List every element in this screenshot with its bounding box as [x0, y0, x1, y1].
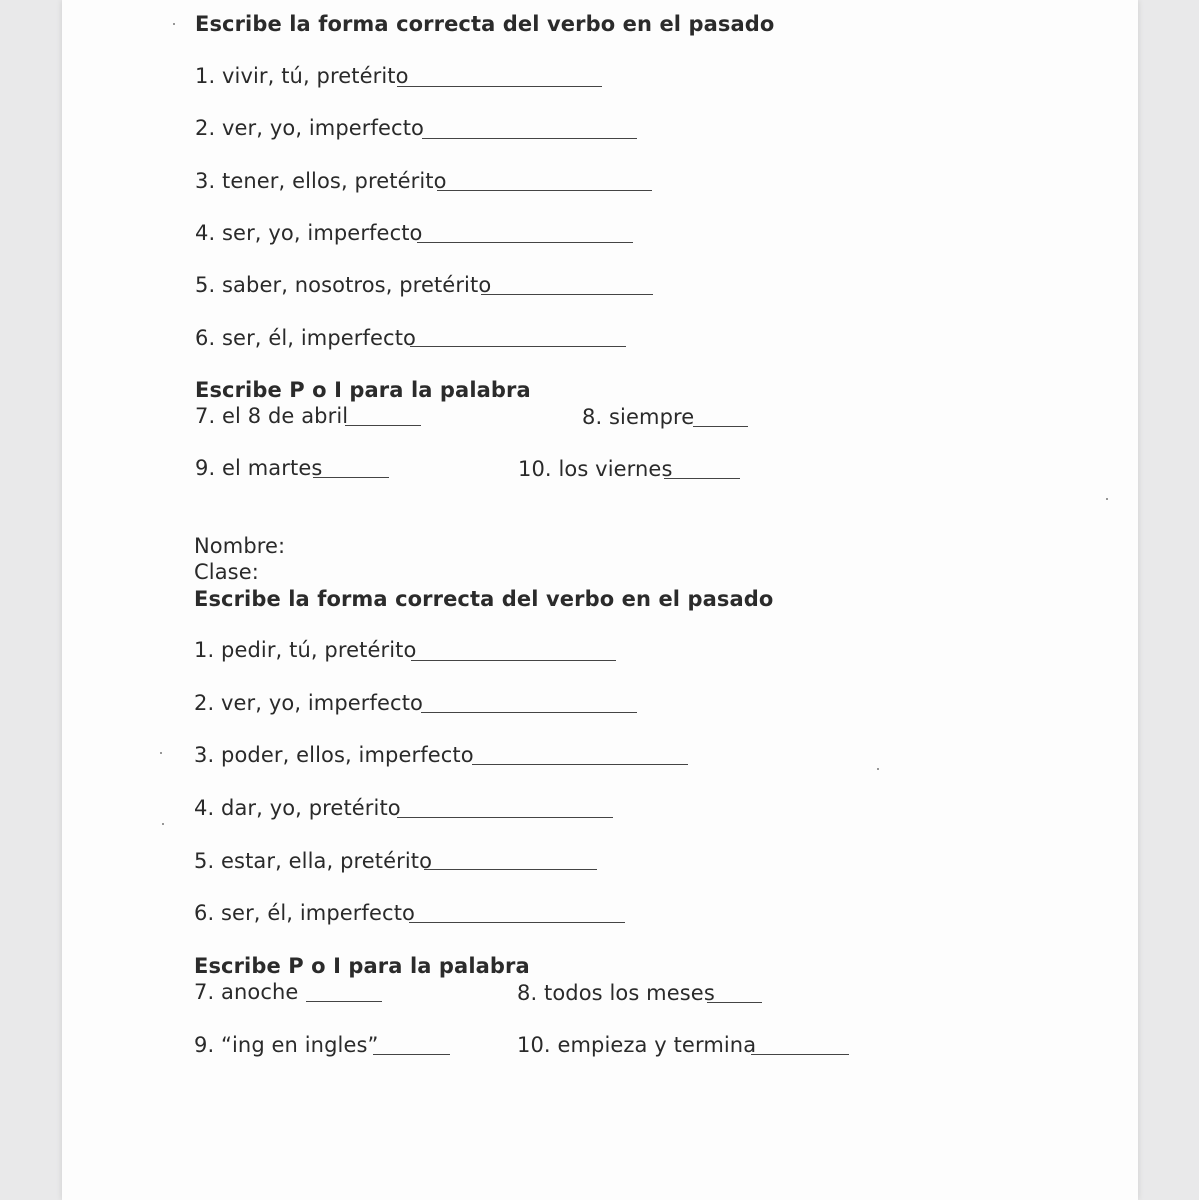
- ws2-item-4-label: 4. dar, yo, pretérito: [194, 796, 401, 820]
- ws2-pi-10-blank[interactable]: [751, 1054, 849, 1055]
- ws2-pi-9-label: 9. “ing en ingles”: [194, 1033, 379, 1057]
- ws1-pi-7-label: 7. el 8 de abril: [195, 404, 349, 428]
- ws2-item-5-label: 5. estar, ella, pretérito: [194, 849, 433, 873]
- ws2-item-3-blank[interactable]: [472, 764, 688, 765]
- ws1-pi-9-blank[interactable]: [313, 477, 389, 478]
- ws1-item-1-blank[interactable]: [397, 86, 602, 87]
- ws2-item-2-blank[interactable]: [421, 712, 637, 713]
- ws2-item-1-label: 1. pedir, tú, pretérito: [194, 638, 417, 662]
- scan-speck: [173, 23, 175, 25]
- scan-speck: [160, 752, 162, 754]
- scan-speck: [1106, 498, 1108, 500]
- ws1-item-5-label: 5. saber, nosotros, pretérito: [195, 273, 492, 297]
- ws1-item-2-blank[interactable]: [422, 138, 637, 139]
- ws1-pi-10-blank[interactable]: [664, 478, 740, 479]
- ws1-heading-2: Escribe P o I para la palabra: [195, 378, 531, 402]
- ws1-item-4-label: 4. ser, yo, imperfecto: [195, 221, 423, 245]
- ws1-item-5-blank[interactable]: [481, 294, 653, 295]
- ws1-item-3-label: 3. tener, ellos, pretérito: [195, 169, 447, 193]
- ws2-pi-8-label: 8. todos los meses: [517, 981, 715, 1005]
- ws1-heading: Escribe la forma correcta del verbo en el pasado: [195, 12, 775, 36]
- ws2-pi-7-label: 7. anoche: [194, 980, 299, 1004]
- ws2-item-5-blank[interactable]: [424, 869, 597, 870]
- ws2-clase-label: Clase:: [194, 560, 259, 584]
- ws2-item-4-blank[interactable]: [397, 817, 613, 818]
- ws1-pi-9-label: 9. el martes: [195, 456, 323, 480]
- scan-speck: [877, 768, 879, 770]
- ws1-item-2-label: 2. ver, yo, imperfecto: [195, 116, 424, 140]
- ws2-pi-10-label: 10. empieza y termina: [517, 1033, 757, 1057]
- ws2-item-2-label: 2. ver, yo, imperfecto: [194, 691, 423, 715]
- ws2-item-6-blank[interactable]: [409, 922, 625, 923]
- ws2-pi-7-blank[interactable]: [306, 1001, 382, 1002]
- ws1-item-6-blank[interactable]: [410, 346, 626, 347]
- ws1-pi-8-label: 8. siempre: [582, 405, 695, 429]
- ws2-item-1-blank[interactable]: [411, 660, 616, 661]
- ws1-item-4-blank[interactable]: [417, 242, 633, 243]
- ws2-nombre-label: Nombre:: [194, 534, 286, 558]
- ws1-pi-8-blank[interactable]: [693, 426, 748, 427]
- ws1-pi-10-label: 10. los viernes: [518, 457, 673, 481]
- ws2-heading: Escribe la forma correcta del verbo en el pasado: [194, 587, 774, 611]
- ws1-pi-7-blank[interactable]: [345, 425, 421, 426]
- ws2-item-6-label: 6. ser, él, imperfecto: [194, 901, 415, 925]
- ws1-item-6-label: 6. ser, él, imperfecto: [195, 326, 416, 350]
- ws2-pi-8-blank[interactable]: [707, 1002, 762, 1003]
- ws1-item-1-label: 1. vivir, tú, pretérito: [195, 64, 409, 88]
- scan-speck: [162, 823, 164, 825]
- ws2-heading-2: Escribe P o I para la palabra: [194, 954, 530, 978]
- ws1-item-3-blank[interactable]: [437, 190, 652, 191]
- ws2-pi-9-blank[interactable]: [373, 1054, 450, 1055]
- ws2-item-3-label: 3. poder, ellos, imperfecto: [194, 743, 474, 767]
